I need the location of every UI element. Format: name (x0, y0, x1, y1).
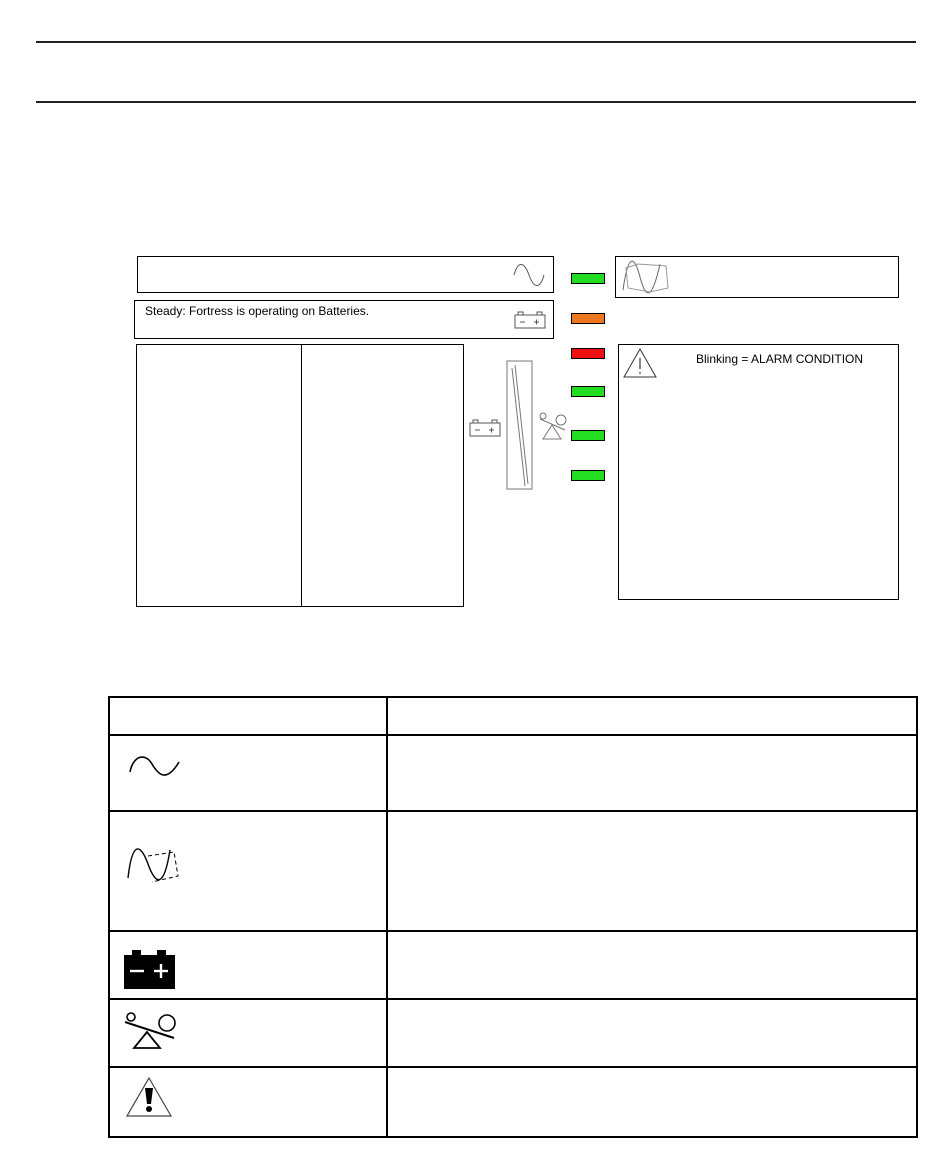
symbol-cell (109, 1067, 387, 1137)
indicator-legend-table (108, 696, 918, 1138)
led-bar-2 (571, 430, 605, 441)
symbol-cell (109, 999, 387, 1067)
battery-level-divider (301, 345, 302, 606)
sine-wave-icon (512, 263, 546, 287)
table-row (109, 811, 917, 931)
warning-icon (125, 1076, 173, 1118)
led-line-mode (571, 273, 605, 284)
line-mode-box (137, 256, 554, 293)
table-header-row (109, 697, 917, 735)
description-cell (387, 811, 917, 931)
table-row (109, 735, 917, 811)
header-symbol (109, 697, 387, 735)
alarm-box (618, 344, 899, 600)
sine-wave-icon (127, 750, 183, 782)
battery-mode-text: Steady: Fortress is operating on Batteries. (145, 304, 370, 318)
distorted-wave-icon (620, 260, 670, 294)
description-cell (387, 999, 917, 1067)
distorted-wave-icon (124, 842, 186, 886)
symbol-cell (109, 811, 387, 931)
header-rule-bottom (36, 101, 916, 103)
buck-boost-box (615, 256, 899, 298)
description-cell (387, 735, 917, 811)
battery-icon (514, 311, 546, 329)
battery-mode-box (134, 300, 554, 339)
overload-small-icon (537, 410, 569, 442)
description-cell (387, 931, 917, 999)
battery-icon (123, 948, 177, 990)
overload-seesaw-icon (122, 1010, 180, 1050)
led-alarm (571, 348, 605, 359)
load-bar-graph-icon (505, 360, 535, 492)
battery-small-icon (469, 419, 501, 437)
symbol-cell (109, 735, 387, 811)
led-bar-1 (571, 386, 605, 397)
battery-level-box (136, 344, 464, 607)
description-cell (387, 1067, 917, 1137)
alarm-text: Blinking = ALARM CONDITION (696, 352, 864, 366)
symbol-cell (109, 931, 387, 999)
led-bar-3 (571, 470, 605, 481)
table-row (109, 1067, 917, 1137)
header-description (387, 697, 917, 735)
warning-icon (622, 347, 658, 379)
led-battery-mode (571, 313, 605, 324)
table-row (109, 999, 917, 1067)
table-row (109, 931, 917, 999)
header-rule-top (36, 41, 916, 43)
